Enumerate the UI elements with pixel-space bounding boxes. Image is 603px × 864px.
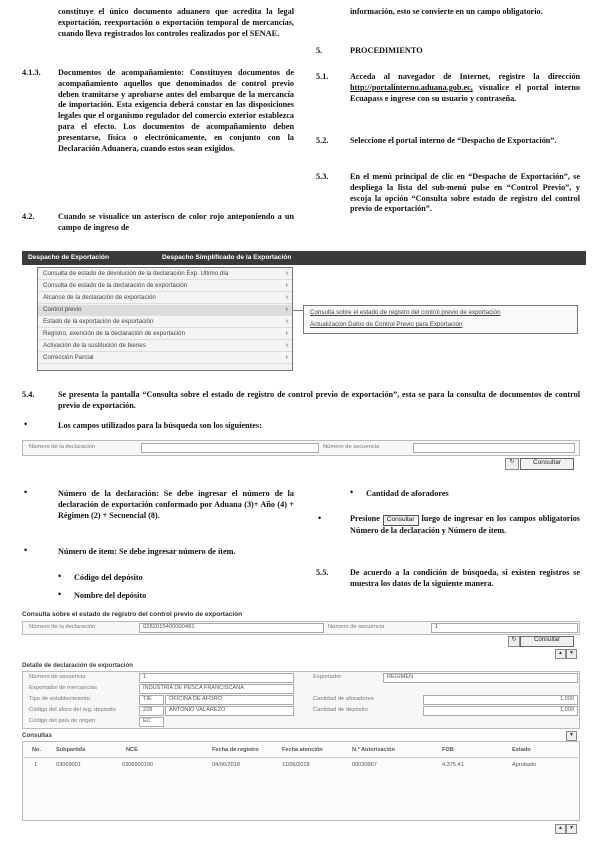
menu-item-label: Control previo — [43, 306, 82, 313]
press-text-a: Presione — [350, 514, 380, 523]
consultar-button[interactable]: Consultar — [520, 458, 574, 470]
bullet-decl-number: Número de la declaración: Se debe ingresar el número de la declaración de exportación conformado por Aduana (3)+ Año (4) + Régimen (2) + Secuencial (8). — [58, 489, 294, 520]
bullet-press-consultar — [350, 514, 580, 536]
menu-item-label: Registro, exención de la declaración de exportación — [43, 330, 186, 337]
result-seq-label: Número de secuencia — [328, 624, 385, 630]
chevron-right-icon: › — [285, 306, 288, 313]
bullet-icon: • — [318, 513, 322, 523]
section-4-1-3-number: 4.1.3. — [22, 68, 41, 77]
menu-item-label: Estado de la exportación de exportación — [43, 318, 154, 325]
detail-right-value-4: 1,000 — [423, 706, 578, 716]
menu-tab-simplified[interactable]: Despacho Simplificado de la Exportación — [162, 254, 292, 261]
bullet-aforadores: Cantidad de aforadores — [366, 489, 449, 498]
bullet-icon: • — [58, 571, 62, 581]
expand-icon[interactable]: ▼ — [566, 731, 577, 741]
expand-icon[interactable]: ▼ — [566, 649, 577, 659]
cell: 11/06/2018 — [282, 762, 310, 768]
search-fields-intro: Los campos utilizados para la búsqueda son los siguientes: — [58, 421, 262, 430]
bullet-icon: • — [350, 487, 354, 497]
section-5-title: PROCEDIMIENTO — [350, 46, 423, 55]
section-4-2-text: Cuando se visualice un asterisco de color rojo anteponiendo a un campo de ingreso de — [58, 212, 294, 232]
section-4-1-3-text: Documentos de acompañamiento: Constituyen documentos de acompañamiento aquellos que denominados de control previo deben tramitarse y aprobarse antes del embarque de la mercancía de importación. Esta exigencia deberá constar en las disposiciones legales que el organismo regulador del comercio exterior establezca para el efecto. Los documentos de acompañamiento deben presentarse, física o electrónicamente, en conjunto con la Declaración Aduanera, cuando estos sean exigidos. — [58, 68, 294, 153]
result-decl-label: Número de la declaración — [29, 624, 96, 630]
col-header: Fecha de registro — [212, 747, 259, 753]
seq-number-input[interactable] — [413, 443, 575, 453]
collapse-icon[interactable]: ▲ — [555, 649, 566, 659]
cell: 4,375.41 — [442, 762, 464, 768]
menu-dropdown — [37, 267, 293, 371]
menu-item-control-previo[interactable] — [38, 305, 292, 316]
detail-right-label-1: Exportador — [313, 674, 342, 680]
press-text-b: luego de ingresar en los campos obligatorios Número de la declaración y Número de ítem. — [350, 514, 580, 535]
search-form-panel — [22, 440, 580, 456]
chevron-right-icon: › — [285, 330, 288, 337]
detail-right-label-3: Cantidad de aforadores — [313, 696, 374, 702]
section-5-3-number: 5.3. — [316, 172, 329, 181]
chevron-right-icon: › — [285, 294, 288, 301]
inline-consultar-button[interactable]: Consultar — [383, 515, 419, 526]
detail-value-2: INDUSTRIA DE PESCA FRANCISCANA — [139, 684, 294, 694]
section-5-1-text-a: Acceda al navegador de Internet, registre la dirección — [350, 72, 580, 81]
col-header: Fecha atención — [282, 747, 323, 753]
result-consultar-button[interactable]: Consultar — [520, 636, 574, 647]
menu-item-6[interactable] — [38, 329, 292, 340]
section-5-number: 5. — [316, 46, 323, 55]
cell: 1 — [34, 762, 38, 768]
col-header: Estado — [512, 747, 531, 753]
detail-section-title: Detalle de declaración de exportación — [22, 662, 134, 669]
detail-label-3: Tipo de establecimiento — [29, 696, 91, 702]
menu-item-label: Corrección Parcial — [43, 354, 94, 361]
menu-item-label: Activación de la sustitución de bienes — [43, 342, 146, 349]
left-intro-paragraph: constituye el único documento aduanero que acredita la legal exportación, reexportación o exportación temporal de mercancías, cuando lleva registrados los controles realizados por el SENAE. — [58, 7, 294, 38]
menu-bar — [22, 251, 586, 265]
section-5-4-number: 5.4. — [22, 390, 35, 399]
col-header: No. — [32, 747, 42, 753]
bullet-item-number: Número de ítem: Se debe ingresar número de ítem. — [58, 547, 236, 556]
detail-right-value-3: 1,000 — [423, 695, 578, 705]
portal-link[interactable]: http://portalinterno.aduana.gob.ec, — [350, 82, 473, 92]
menu-item-1[interactable] — [38, 269, 292, 280]
bullet-icon: • — [24, 545, 28, 555]
seq-number-label: Número de secuencia — [323, 444, 380, 450]
menu-item-label: Alcance de la declaración de exportación — [43, 294, 156, 301]
section-5-1-text — [350, 72, 580, 104]
menu-item-7[interactable] — [38, 341, 292, 352]
result-seq-input[interactable]: 1 — [431, 623, 578, 633]
header-divider — [22, 757, 578, 758]
section-5-3-text: En el menú principal de clic en “Despacho de Exportación”, se despliega la lista del sub-menú pulse en “Control Previo”, y escoja la opción “Consulta sobre estado de registro del control previo de exportación”. — [350, 172, 580, 214]
collapse-icon[interactable]: ▲ — [555, 824, 566, 834]
chevron-right-icon: › — [285, 282, 288, 289]
detail-label-4: Código del aforo del reg. depósito — [29, 707, 117, 713]
bullet-icon: • — [24, 419, 28, 429]
reset-icon[interactable]: ↻ — [505, 458, 519, 470]
submenu-item-actualizacion[interactable]: Actualización Datos de Control Previo para Exportación — [310, 321, 463, 328]
detail-value-3b: OFICINA DE AFORO — [165, 695, 294, 705]
section-4-2-number: 4.2. — [22, 212, 35, 221]
menu-item-label: Consulta de estado de devolución de la declaración Exp. Ultimo día — [43, 270, 229, 277]
detail-value-4b: ANTONIO VALAREZO — [165, 706, 294, 716]
detail-right-value-1: REGIMEN — [383, 673, 578, 683]
right-intro-paragraph: información, esto se convierte en un campo obligatorio. — [350, 7, 543, 16]
menu-item-5[interactable] — [38, 317, 292, 328]
decl-number-label: Número de la declaración — [29, 444, 96, 450]
detail-label-2: Exportador de mercancías — [29, 685, 97, 691]
detail-label-5: Código del país de origen — [29, 718, 96, 724]
section-5-1-text-b: visualice el portal interno Ecuapass e ingrese con su usuario y contraseña. — [350, 82, 581, 103]
section-5-2-text: Seleccione el portal interno de “Despacho de Exportación”. — [350, 136, 557, 145]
cell: 0306900190 — [122, 762, 154, 768]
cell: 04/06/2018 — [212, 762, 240, 768]
menu-item-8[interactable] — [38, 353, 292, 364]
col-header: Subpartida — [56, 747, 86, 753]
section-5-5-text: De acuerdo a la condición de búsqueda, si existen registros se muestra los datos de la siguiente manera. — [350, 568, 580, 588]
section-5-1-number: 5.1. — [316, 72, 329, 81]
chevron-right-icon: › — [285, 318, 288, 325]
reset-icon[interactable]: ↻ — [508, 636, 520, 647]
result-title: Consulta sobre el estado de registro del control previo de exportación — [22, 611, 243, 618]
section-5-4-text: Se presenta la pantalla “Consulta sobre el estado de registro de control previo de exportación”, esta se para la consulta de documentos de control previo de exportación. — [58, 390, 580, 410]
submenu — [303, 305, 578, 334]
result-decl-input[interactable]: 0282015400000481 — [139, 623, 324, 633]
detail-value-4: 228 — [139, 706, 164, 716]
chevron-right-icon: › — [285, 342, 288, 349]
chevron-right-icon: › — [285, 354, 288, 361]
cell: 03069001 — [56, 762, 81, 768]
detail-right-label-4: Cantidad de depósito — [313, 707, 368, 713]
menu-tab-export[interactable]: Despacho de Exportación — [28, 254, 109, 261]
menu-item-2[interactable] — [38, 281, 292, 292]
menu-item-label: Consulta de estado de la declaración de exportación — [43, 282, 188, 289]
cell: 00030967 — [352, 762, 377, 768]
menu-item-3[interactable] — [38, 293, 292, 304]
col-header: NCE — [126, 747, 138, 753]
bullet-deposit-code: Código del depósito — [74, 573, 143, 582]
section-5-2-number: 5.2. — [316, 136, 329, 145]
section-5-5-number: 5.5. — [316, 568, 329, 577]
col-header: N.º Autorización — [352, 747, 395, 753]
detail-value-3: TIE — [139, 695, 164, 705]
detail-value-5: EC — [139, 717, 164, 727]
bullet-icon: • — [58, 589, 62, 599]
detail-panel — [22, 671, 580, 729]
bullet-deposit-name: Nombre del depósito — [74, 591, 147, 600]
detail-value-1: 1 — [139, 673, 294, 683]
decl-number-input[interactable] — [141, 443, 319, 453]
result-search-panel — [22, 621, 580, 635]
cell: Aprobado — [512, 762, 537, 768]
expand-icon[interactable]: ▼ — [566, 824, 577, 834]
submenu-item-consulta[interactable]: Consulta sobre el estado de registro del control previo de exportación — [310, 309, 501, 316]
list-title: Consultas — [22, 732, 52, 739]
col-header: FOB — [442, 747, 454, 753]
chevron-right-icon: › — [285, 270, 288, 277]
detail-label-1: Número de secuencia — [29, 674, 86, 680]
bullet-icon: • — [24, 487, 28, 497]
